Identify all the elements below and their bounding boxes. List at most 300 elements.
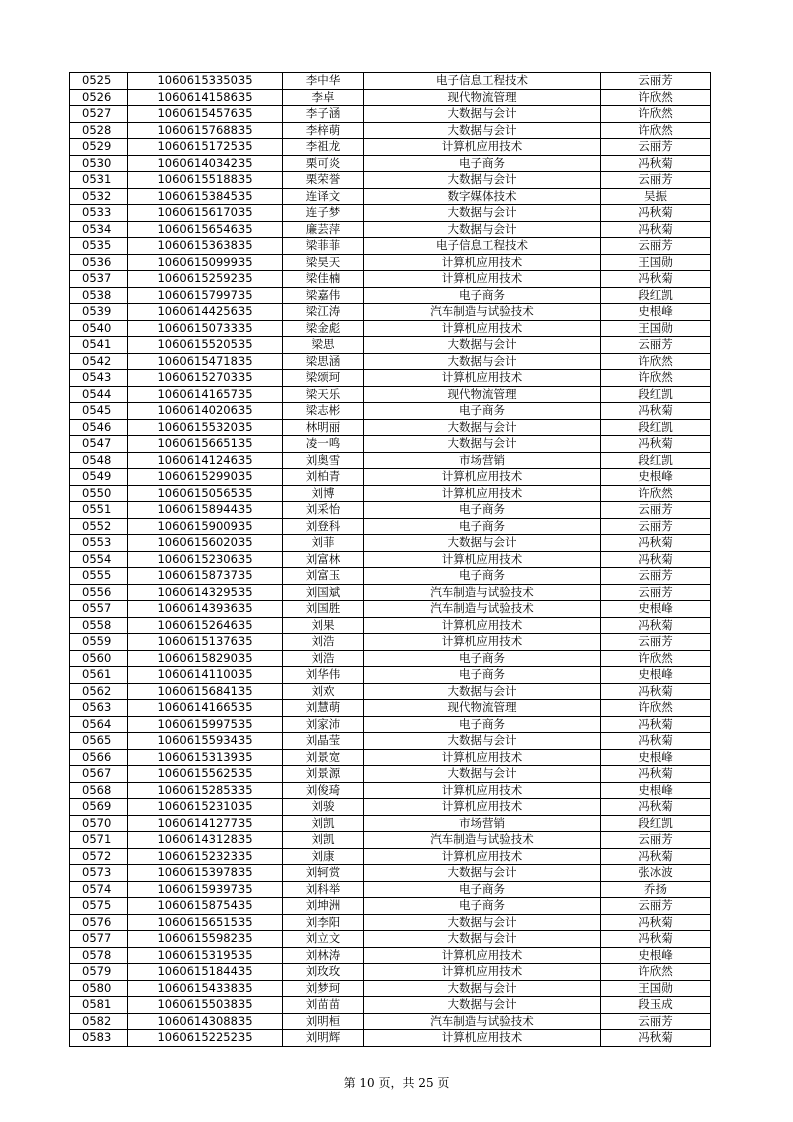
- major-name: 现代物流管理: [364, 700, 601, 717]
- exam-number: 1060615299035: [128, 469, 283, 486]
- teacher-name: 冯秋菊: [601, 931, 711, 948]
- row-number: 0572: [70, 848, 128, 865]
- teacher-name: 冯秋菊: [601, 1030, 711, 1047]
- exam-number: 1060614124635: [128, 452, 283, 469]
- row-number: 0580: [70, 980, 128, 997]
- table-row: [70, 683, 711, 700]
- major-name: 电子商务: [364, 716, 601, 733]
- teacher-name: 冯秋菊: [601, 848, 711, 865]
- exam-number: 1060615264635: [128, 617, 283, 634]
- row-number: 0576: [70, 914, 128, 931]
- teacher-name: 云丽芳: [601, 634, 711, 651]
- major-name: 计算机应用技术: [364, 848, 601, 865]
- major-name: 市场营销: [364, 815, 601, 832]
- row-number: 0570: [70, 815, 128, 832]
- row-number: 0555: [70, 568, 128, 585]
- student-name: 栗可炎: [283, 155, 364, 172]
- major-name: 汽车制造与试验技术: [364, 1013, 601, 1030]
- major-name: 大数据与会计: [364, 337, 601, 354]
- major-name: 大数据与会计: [364, 733, 601, 750]
- row-number: 0537: [70, 271, 128, 288]
- table-row: [70, 601, 711, 618]
- teacher-name: 云丽芳: [601, 898, 711, 915]
- row-number: 0581: [70, 997, 128, 1014]
- row-number: 0577: [70, 931, 128, 948]
- exam-number: 1060614329535: [128, 584, 283, 601]
- row-number: 0557: [70, 601, 128, 618]
- table-row: [70, 749, 711, 766]
- student-name: 刘富林: [283, 551, 364, 568]
- table-row: [70, 1030, 711, 1047]
- student-name: 刘坤洲: [283, 898, 364, 915]
- table-row: [70, 980, 711, 997]
- teacher-name: 史根峰: [601, 304, 711, 321]
- major-name: 电子信息工程技术: [364, 73, 601, 90]
- table-row: [70, 766, 711, 783]
- row-number: 0529: [70, 139, 128, 156]
- table-row: [70, 419, 711, 436]
- teacher-name: 许欣然: [601, 485, 711, 502]
- teacher-name: 段红凯: [601, 419, 711, 436]
- row-number: 0551: [70, 502, 128, 519]
- row-number: 0548: [70, 452, 128, 469]
- major-name: 大数据与会计: [364, 221, 601, 238]
- exam-number: 1060615875435: [128, 898, 283, 915]
- student-name: 刘果: [283, 617, 364, 634]
- exam-number: 1060615073335: [128, 320, 283, 337]
- table-row: [70, 947, 711, 964]
- major-name: 计算机应用技术: [364, 947, 601, 964]
- teacher-name: 云丽芳: [601, 518, 711, 535]
- teacher-name: 史根峰: [601, 667, 711, 684]
- major-name: 计算机应用技术: [364, 139, 601, 156]
- major-name: 大数据与会计: [364, 931, 601, 948]
- row-number: 0525: [70, 73, 128, 90]
- major-name: 电子商务: [364, 667, 601, 684]
- exam-number: 1060615137635: [128, 634, 283, 651]
- teacher-name: 云丽芳: [601, 1013, 711, 1030]
- major-name: 大数据与会计: [364, 172, 601, 189]
- student-name: 刘科举: [283, 881, 364, 898]
- student-name: 刘骏: [283, 799, 364, 816]
- row-number: 0532: [70, 188, 128, 205]
- table-row: [70, 650, 711, 667]
- table-row: [70, 535, 711, 552]
- table-row: [70, 914, 711, 931]
- table-row: [70, 931, 711, 948]
- teacher-name: 冯秋菊: [601, 733, 711, 750]
- table-row: [70, 518, 711, 535]
- table-row: [70, 898, 711, 915]
- major-name: 大数据与会计: [364, 106, 601, 123]
- major-name: 计算机应用技术: [364, 1030, 601, 1047]
- exam-number: 1060614034235: [128, 155, 283, 172]
- table-row: [70, 287, 711, 304]
- major-name: 计算机应用技术: [364, 634, 601, 651]
- teacher-name: 云丽芳: [601, 73, 711, 90]
- student-name: 梁嘉伟: [283, 287, 364, 304]
- row-number: 0531: [70, 172, 128, 189]
- table-row: [70, 172, 711, 189]
- exam-number: 1060615230635: [128, 551, 283, 568]
- major-name: 大数据与会计: [364, 122, 601, 139]
- teacher-name: 冯秋菊: [601, 766, 711, 783]
- table-row: [70, 188, 711, 205]
- table-row: [70, 848, 711, 865]
- student-name: 栗荣誉: [283, 172, 364, 189]
- row-number: 0582: [70, 1013, 128, 1030]
- exam-number: 1060614020635: [128, 403, 283, 420]
- teacher-name: 许欣然: [601, 89, 711, 106]
- major-name: 电子商务: [364, 568, 601, 585]
- student-name: 刘轲赏: [283, 865, 364, 882]
- major-name: 汽车制造与试验技术: [364, 304, 601, 321]
- teacher-name: 史根峰: [601, 601, 711, 618]
- teacher-name: 冯秋菊: [601, 403, 711, 420]
- student-name: 梁金彪: [283, 320, 364, 337]
- major-name: 大数据与会计: [364, 535, 601, 552]
- row-number: 0549: [70, 469, 128, 486]
- student-name: 刘华伟: [283, 667, 364, 684]
- major-name: 计算机应用技术: [364, 271, 601, 288]
- table-row: [70, 139, 711, 156]
- teacher-name: 云丽芳: [601, 502, 711, 519]
- exam-number: 1060615099935: [128, 254, 283, 271]
- exam-number: 1060615997535: [128, 716, 283, 733]
- row-number: 0559: [70, 634, 128, 651]
- exam-number: 1060615768835: [128, 122, 283, 139]
- table-row: [70, 997, 711, 1014]
- teacher-name: 云丽芳: [601, 337, 711, 354]
- student-name: 刘浩: [283, 634, 364, 651]
- row-number: 0567: [70, 766, 128, 783]
- teacher-name: 冯秋菊: [601, 914, 711, 931]
- table-row: [70, 617, 711, 634]
- table-row: [70, 353, 711, 370]
- student-name: 梁佳楠: [283, 271, 364, 288]
- exam-number: 1060614393635: [128, 601, 283, 618]
- row-number: 0579: [70, 964, 128, 981]
- major-name: 计算机应用技术: [364, 320, 601, 337]
- row-number: 0578: [70, 947, 128, 964]
- major-name: 汽车制造与试验技术: [364, 584, 601, 601]
- exam-number: 1060615384535: [128, 188, 283, 205]
- row-number: 0526: [70, 89, 128, 106]
- row-number: 0575: [70, 898, 128, 915]
- table-row: [70, 964, 711, 981]
- exam-number: 1060615363835: [128, 238, 283, 255]
- student-name: 刘菲: [283, 535, 364, 552]
- student-name: 刘登科: [283, 518, 364, 535]
- student-name: 刘苗苗: [283, 997, 364, 1014]
- row-number: 0534: [70, 221, 128, 238]
- teacher-name: 冯秋菊: [601, 551, 711, 568]
- table-row: [70, 403, 711, 420]
- student-name: 刘立文: [283, 931, 364, 948]
- major-name: 电子商务: [364, 155, 601, 172]
- student-name: 刘欢: [283, 683, 364, 700]
- teacher-name: 冯秋菊: [601, 436, 711, 453]
- teacher-name: 许欣然: [601, 353, 711, 370]
- exam-number: 1060615285335: [128, 782, 283, 799]
- teacher-name: 史根峰: [601, 782, 711, 799]
- row-number: 0550: [70, 485, 128, 502]
- major-name: 大数据与会计: [364, 419, 601, 436]
- table-row: [70, 89, 711, 106]
- exam-number: 1060615617035: [128, 205, 283, 222]
- table-row: [70, 716, 711, 733]
- teacher-name: 史根峰: [601, 947, 711, 964]
- table-row: [70, 700, 711, 717]
- table-row: [70, 667, 711, 684]
- table-row: [70, 568, 711, 585]
- student-name: 刘慧萌: [283, 700, 364, 717]
- table-row: [70, 238, 711, 255]
- row-number: 0571: [70, 832, 128, 849]
- major-name: 现代物流管理: [364, 386, 601, 403]
- exam-number: 1060615397835: [128, 865, 283, 882]
- teacher-name: 冯秋菊: [601, 205, 711, 222]
- row-number: 0539: [70, 304, 128, 321]
- student-name: 连译文: [283, 188, 364, 205]
- teacher-name: 段红凯: [601, 815, 711, 832]
- exam-number: 1060615184435: [128, 964, 283, 981]
- exam-number: 1060614158635: [128, 89, 283, 106]
- row-number: 0540: [70, 320, 128, 337]
- student-name: 梁江涛: [283, 304, 364, 321]
- teacher-name: 冯秋菊: [601, 683, 711, 700]
- row-number: 0538: [70, 287, 128, 304]
- student-name: 梁天乐: [283, 386, 364, 403]
- teacher-name: 史根峰: [601, 749, 711, 766]
- teacher-name: 云丽芳: [601, 832, 711, 849]
- row-number: 0574: [70, 881, 128, 898]
- student-name: 刘李阳: [283, 914, 364, 931]
- major-name: 汽车制造与试验技术: [364, 601, 601, 618]
- table-row: [70, 1013, 711, 1030]
- teacher-name: 段红凯: [601, 452, 711, 469]
- row-number: 0566: [70, 749, 128, 766]
- major-name: 计算机应用技术: [364, 370, 601, 387]
- table-row: [70, 832, 711, 849]
- student-name: 李中华: [283, 73, 364, 90]
- major-name: 电子商务: [364, 898, 601, 915]
- student-name: 刘凯: [283, 832, 364, 849]
- student-name: 刘俊琦: [283, 782, 364, 799]
- student-name: 刘奥雪: [283, 452, 364, 469]
- major-name: 电子商务: [364, 881, 601, 898]
- student-name: 刘采怡: [283, 502, 364, 519]
- student-name: 刘梦珂: [283, 980, 364, 997]
- student-name: 刘博: [283, 485, 364, 502]
- exam-number: 1060615270335: [128, 370, 283, 387]
- teacher-name: 云丽芳: [601, 568, 711, 585]
- major-name: 汽车制造与试验技术: [364, 832, 601, 849]
- exam-number: 1060615598235: [128, 931, 283, 948]
- table-row: [70, 304, 711, 321]
- student-name: 梁颂珂: [283, 370, 364, 387]
- row-number: 0561: [70, 667, 128, 684]
- exam-number: 1060615665135: [128, 436, 283, 453]
- exam-number: 1060614166535: [128, 700, 283, 717]
- teacher-name: 冯秋菊: [601, 155, 711, 172]
- exam-number: 1060615319535: [128, 947, 283, 964]
- table-row: [70, 733, 711, 750]
- teacher-name: 许欣然: [601, 122, 711, 139]
- table-row: [70, 865, 711, 882]
- exam-number: 1060615602035: [128, 535, 283, 552]
- major-name: 现代物流管理: [364, 89, 601, 106]
- row-number: 0568: [70, 782, 128, 799]
- exam-number: 1060615593435: [128, 733, 283, 750]
- teacher-name: 许欣然: [601, 106, 711, 123]
- student-name: 刘柏青: [283, 469, 364, 486]
- table-row: [70, 485, 711, 502]
- table-row: [70, 271, 711, 288]
- table-row: [70, 122, 711, 139]
- student-name: 梁昊天: [283, 254, 364, 271]
- teacher-name: 云丽芳: [601, 238, 711, 255]
- major-name: 电子商务: [364, 650, 601, 667]
- major-name: 计算机应用技术: [364, 617, 601, 634]
- teacher-name: 冯秋菊: [601, 535, 711, 552]
- row-number: 0558: [70, 617, 128, 634]
- row-number: 0569: [70, 799, 128, 816]
- major-name: 大数据与会计: [364, 205, 601, 222]
- exam-number: 1060614312835: [128, 832, 283, 849]
- row-number: 0583: [70, 1030, 128, 1047]
- exam-number: 1060615172535: [128, 139, 283, 156]
- exam-number: 1060615471835: [128, 353, 283, 370]
- student-name: 刘国斌: [283, 584, 364, 601]
- major-name: 数字媒体技术: [364, 188, 601, 205]
- teacher-name: 王国勋: [601, 320, 711, 337]
- row-number: 0553: [70, 535, 128, 552]
- row-number: 0527: [70, 106, 128, 123]
- major-name: 电子商务: [364, 502, 601, 519]
- exam-number: 1060614425635: [128, 304, 283, 321]
- row-number: 0546: [70, 419, 128, 436]
- exam-number: 1060614127735: [128, 815, 283, 832]
- teacher-name: 段玉成: [601, 997, 711, 1014]
- student-name: 刘玫玫: [283, 964, 364, 981]
- row-number: 0562: [70, 683, 128, 700]
- teacher-name: 吴振: [601, 188, 711, 205]
- major-name: 大数据与会计: [364, 865, 601, 882]
- page-footer: 第 10 页，共 25 页: [343, 1076, 450, 1090]
- major-name: 计算机应用技术: [364, 469, 601, 486]
- student-name: 梁思: [283, 337, 364, 354]
- teacher-name: 云丽芳: [601, 139, 711, 156]
- exam-number: 1060615259235: [128, 271, 283, 288]
- student-name: 李祖龙: [283, 139, 364, 156]
- major-name: 计算机应用技术: [364, 749, 601, 766]
- major-name: 大数据与会计: [364, 683, 601, 700]
- major-name: 大数据与会计: [364, 766, 601, 783]
- row-number: 0541: [70, 337, 128, 354]
- exam-number: 1060615225235: [128, 1030, 283, 1047]
- table-row: [70, 634, 711, 651]
- teacher-name: 史根峰: [601, 469, 711, 486]
- student-name: 刘林涛: [283, 947, 364, 964]
- student-name: 刘明辉: [283, 1030, 364, 1047]
- major-name: 计算机应用技术: [364, 799, 601, 816]
- exam-number: 1060615900935: [128, 518, 283, 535]
- major-name: 电子信息工程技术: [364, 238, 601, 255]
- table-row: [70, 386, 711, 403]
- teacher-name: 乔扬: [601, 881, 711, 898]
- row-number: 0543: [70, 370, 128, 387]
- exam-number: 1060615231035: [128, 799, 283, 816]
- exam-number: 1060615829035: [128, 650, 283, 667]
- teacher-name: 王国勋: [601, 980, 711, 997]
- exam-number: 1060615518835: [128, 172, 283, 189]
- teacher-name: 冯秋菊: [601, 271, 711, 288]
- row-number: 0552: [70, 518, 128, 535]
- exam-number: 1060614308835: [128, 1013, 283, 1030]
- major-name: 大数据与会计: [364, 914, 601, 931]
- student-name: 刘景宽: [283, 749, 364, 766]
- teacher-name: 云丽芳: [601, 584, 711, 601]
- exam-number: 1060614110035: [128, 667, 283, 684]
- exam-number: 1060615654635: [128, 221, 283, 238]
- table-row: [70, 254, 711, 271]
- exam-number: 1060615799735: [128, 287, 283, 304]
- exam-number: 1060615873735: [128, 568, 283, 585]
- student-name: 林明丽: [283, 419, 364, 436]
- major-name: 电子商务: [364, 287, 601, 304]
- teacher-name: 冯秋菊: [601, 221, 711, 238]
- row-number: 0554: [70, 551, 128, 568]
- student-name: 梁菲菲: [283, 238, 364, 255]
- student-name: 连子梦: [283, 205, 364, 222]
- major-name: 计算机应用技术: [364, 551, 601, 568]
- major-name: 大数据与会计: [364, 353, 601, 370]
- row-number: 0545: [70, 403, 128, 420]
- row-number: 0560: [70, 650, 128, 667]
- major-name: 计算机应用技术: [364, 964, 601, 981]
- student-name: 刘国胜: [283, 601, 364, 618]
- major-name: 大数据与会计: [364, 980, 601, 997]
- student-name: 刘浩: [283, 650, 364, 667]
- row-number: 0565: [70, 733, 128, 750]
- student-name: 刘富玉: [283, 568, 364, 585]
- teacher-name: 许欣然: [601, 370, 711, 387]
- teacher-name: 许欣然: [601, 650, 711, 667]
- row-number: 0530: [70, 155, 128, 172]
- row-number: 0535: [70, 238, 128, 255]
- table-row: [70, 155, 711, 172]
- exam-number: 1060614165735: [128, 386, 283, 403]
- teacher-name: 冯秋菊: [601, 716, 711, 733]
- student-name: 刘晶莹: [283, 733, 364, 750]
- exam-number: 1060615520535: [128, 337, 283, 354]
- teacher-name: 段红凯: [601, 386, 711, 403]
- teacher-name: 王国勋: [601, 254, 711, 271]
- exam-number: 1060615532035: [128, 419, 283, 436]
- table-row: [70, 881, 711, 898]
- row-number: 0563: [70, 700, 128, 717]
- teacher-name: 段红凯: [601, 287, 711, 304]
- teacher-name: 张冰波: [601, 865, 711, 882]
- student-name: 廉芸萍: [283, 221, 364, 238]
- table-row: [70, 106, 711, 123]
- student-name: 刘凯: [283, 815, 364, 832]
- student-name: 李子涵: [283, 106, 364, 123]
- student-name: 凌一鸣: [283, 436, 364, 453]
- exam-number: 1060615894435: [128, 502, 283, 519]
- major-name: 市场营销: [364, 452, 601, 469]
